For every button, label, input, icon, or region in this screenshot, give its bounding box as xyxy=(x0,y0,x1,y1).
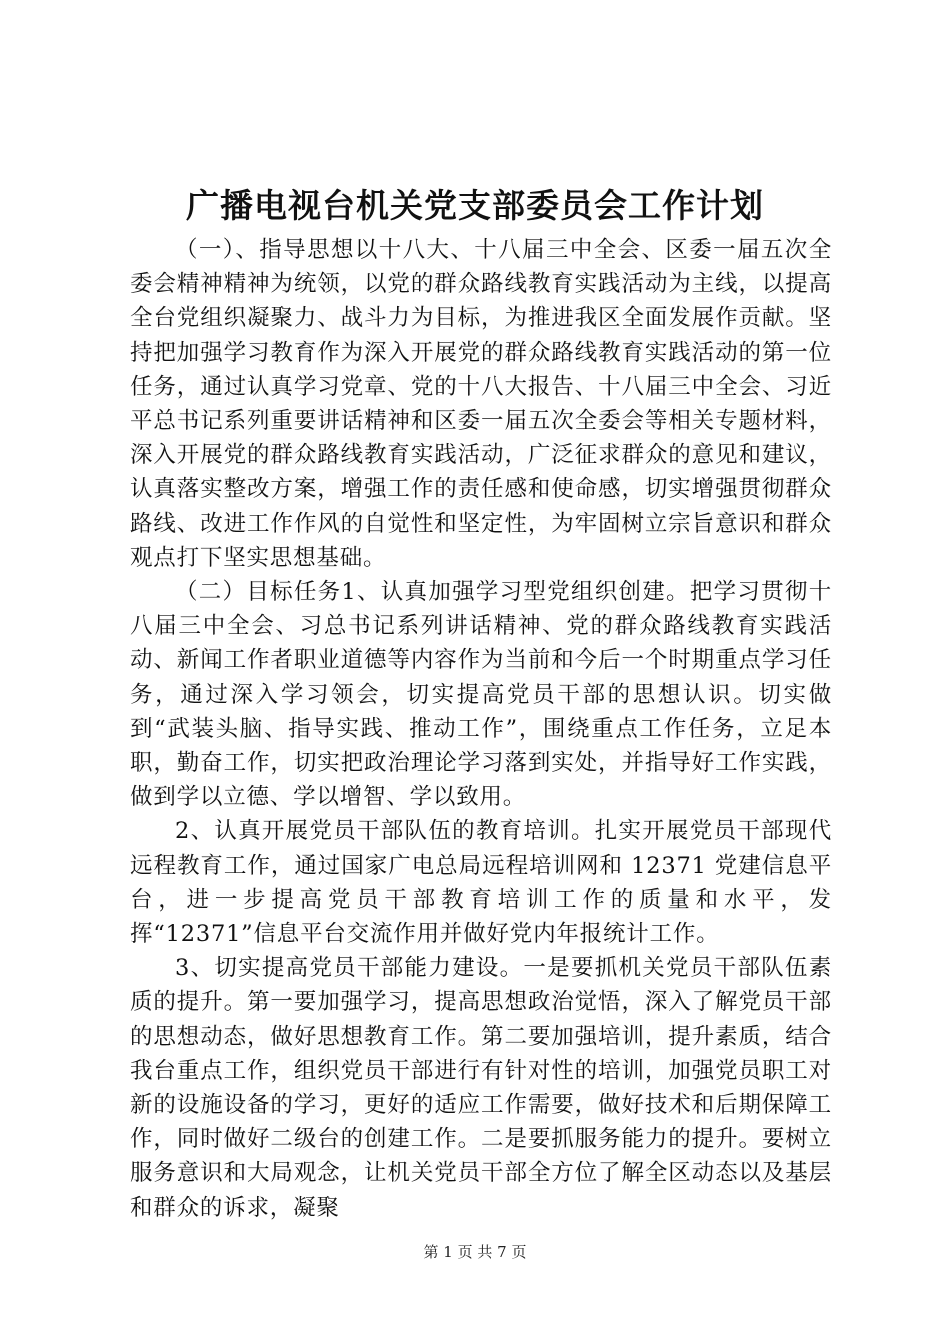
paragraph-goals-tasks: （二）目标任务1、认真加强学习型党组织创建。把学习贯彻十八届三中全会、习总书记系列讲话精神、党的群众路线教育实践活动、新闻工作者职业道德等内容作为当前和今后一个时期重点学习任务，通过深入学习领会，切实提高党员干部的思想认识。切实做到“武装头脑、指导实践、推动工作”，围绕重点工作任务，立足本职，勤奋工作，切实把政治理论学习落到实处，并指导好工作实践，做到学以立德、学以增智、学以致用。 xyxy=(130,579,832,811)
page-footer: 第 1 页 共 7 页 xyxy=(423,1243,527,1261)
paragraph-guiding-ideology: （一）、指导思想以十八大、十八届三中全会、区委一届五次全委会精神精神为统领，以党的群众路线教育实践活动为主线，以提高全台党组织凝聚力、战斗力为目标，为推进我区全面发展作贡献。坚持把加强学习教育作为深入开展党的群众路线教育实践活动的第一位任务，通过认真学习党章、党的十八大报告、十八届三中全会、习近平总书记系列重要讲话精神和区委一届五次全委会等相关专题材料，深入开展党的群众路线教育实践活动，广泛征求群众的意见和建议，认真落实整改方案，增强工作的责任感和使命感，切实增强贯彻群众路线、改进工作作风的自觉性和坚定性，为牢固树立宗旨意识和群众观点打下坚实思想基础。 xyxy=(130,237,832,571)
document-title: 广播电视台机关党支部委员会工作计划 xyxy=(186,186,764,225)
paragraph-capacity-building: 3、切实提高党员干部能力建设。一是要抓机关党员干部队伍素质的提升。第一要加强学习，提高思想政治觉悟，深入了解党员干部的思想动态，做好思想教育工作。第二要加强培训，提升素质，结合我台重点工作，组织党员干部进行有针对性的培训，加强党员职工对新的设施设备的学习，更好的适应工作需要，做好技术和后期保障工作，同时做好二级台的创建工作。二是要抓服务能力的提升。要树立服务意识和大局观念，让机关党员干部全方位了解全区动态以及基层和群众的诉求，凝聚 xyxy=(130,955,832,1221)
document-body xyxy=(130,233,832,1225)
paragraph-training: 2、认真开展党员干部队伍的教育培训。扎实开展党员干部现代远程教育工作，通过国家广电总局远程培训网和 12371 党建信息平台，进一步提高党员干部教育培训工作的质量和水平，发挥“12371”信息平台交流作用并做好党内年报统计工作。 xyxy=(130,818,832,948)
